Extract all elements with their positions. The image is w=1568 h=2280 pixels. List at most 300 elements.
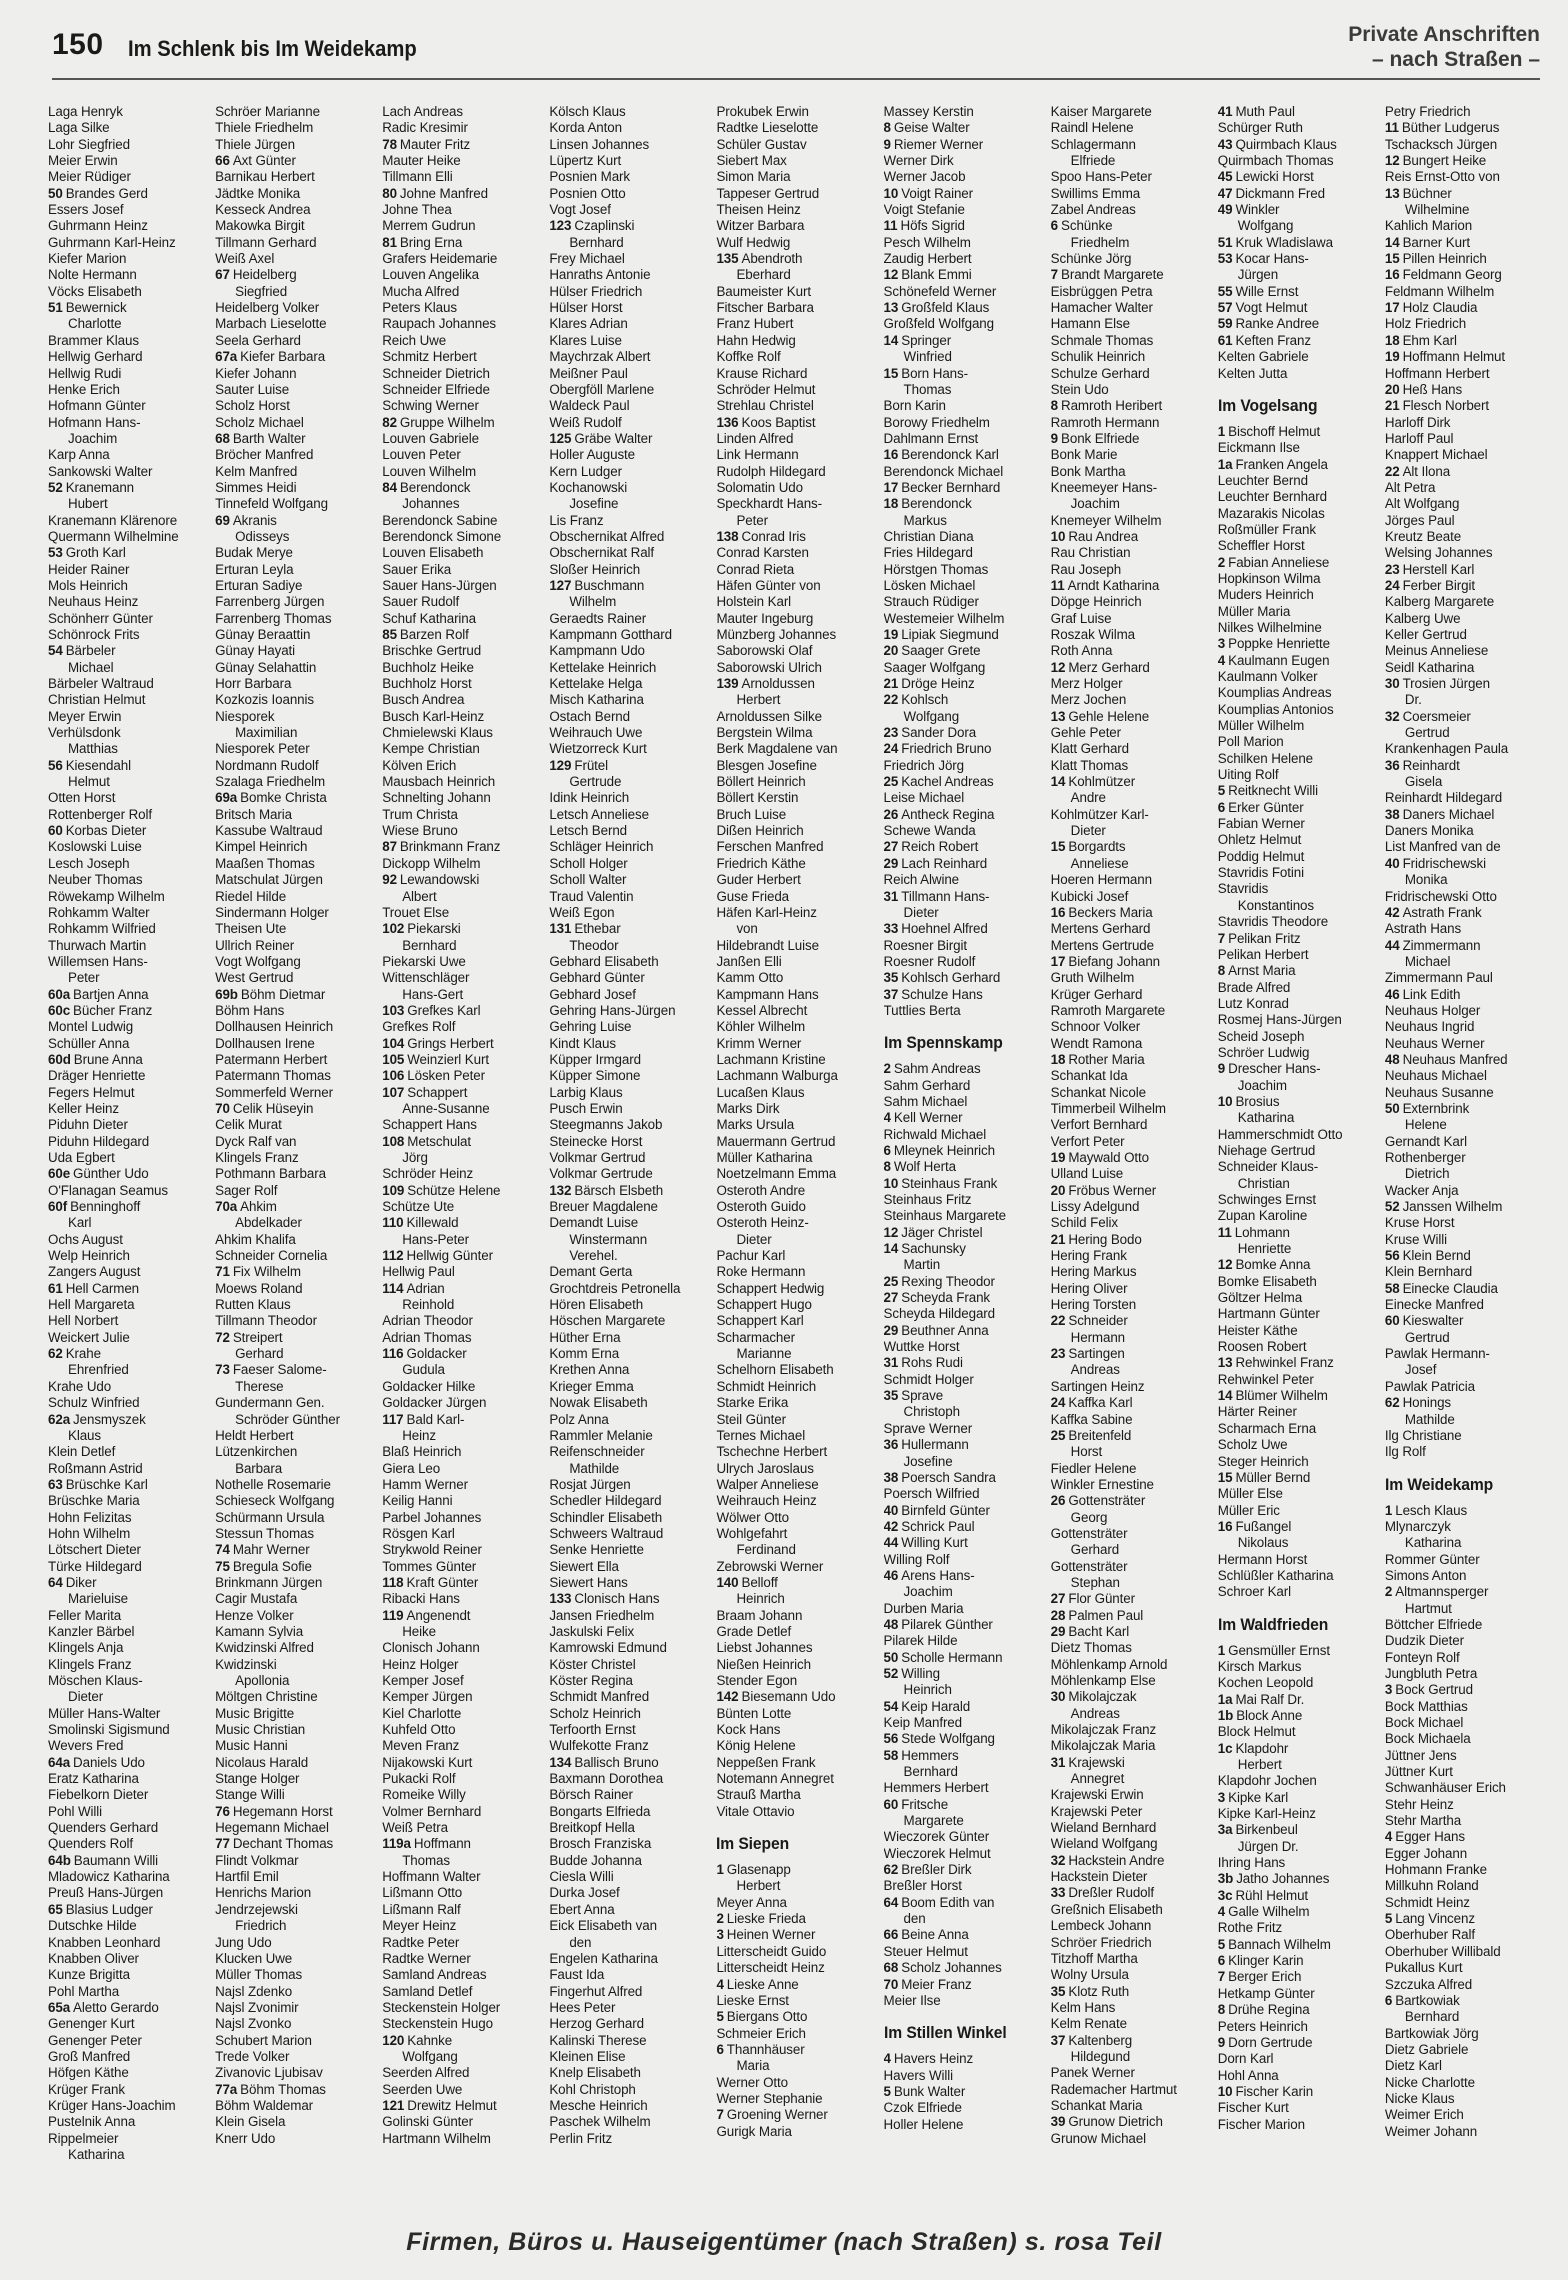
entry-continuation	[1051, 235, 1210, 251]
resident-entry	[215, 1444, 374, 1460]
resident-name: Louven Angelika	[382, 267, 479, 283]
resident-name: Joachim	[1070, 496, 1120, 512]
resident-name: Piduhn Dieter	[48, 1117, 128, 1133]
resident-name: Kipke Karl	[1228, 1789, 1289, 1805]
resident-name: Fröbus Werner	[1068, 1182, 1157, 1198]
resident-name: Bonk Elfriede	[1061, 430, 1140, 446]
resident-entry	[884, 611, 1043, 627]
resident-name: Klapdohr Jochen	[1217, 1773, 1317, 1789]
resident-entry	[549, 1428, 708, 1444]
resident-name: Kalberg Margarete	[1384, 594, 1495, 610]
resident-entry	[716, 2009, 875, 2025]
house-number: 6	[1217, 1953, 1226, 1969]
resident-name: Markus	[903, 512, 947, 528]
resident-name: Horr Barbara	[215, 676, 292, 692]
resident-name: Schubert Marion	[215, 2032, 312, 2048]
resident-entry	[48, 725, 207, 741]
resident-entry	[382, 1935, 541, 1951]
resident-entry	[382, 1722, 541, 1738]
resident-entry	[382, 1248, 541, 1264]
resident-name: Gottensträter	[1050, 1525, 1128, 1541]
resident-name: Lüpertz Kurt	[549, 153, 622, 169]
resident-name: Becker Bernhard	[901, 479, 1001, 495]
house-number: 27	[883, 1290, 899, 1306]
entry-continuation	[1385, 725, 1544, 741]
house-number: 14	[1384, 234, 1400, 250]
resident-name: Hoffmann Helmut	[1402, 349, 1506, 365]
resident-name: Parbel Johannes	[382, 1509, 482, 1525]
entry-continuation	[48, 1215, 207, 1231]
resident-name: Ebert Anna	[549, 1901, 615, 1917]
resident-name: Zaudig Herbert	[883, 251, 972, 267]
resident-entry	[549, 513, 708, 529]
resident-name: Rohs Rudi	[901, 1355, 963, 1371]
resident-entry	[716, 1608, 875, 1624]
resident-entry	[1218, 1552, 1377, 1568]
resident-name: Kiel Charlotte	[382, 1705, 462, 1721]
resident-name: Ilg Rolf	[1384, 1444, 1426, 1460]
resident-name: Kaffka Sabine	[1050, 1411, 1133, 1427]
resident-name: Zebrowski Werner	[716, 1558, 824, 1574]
resident-entry	[1051, 1787, 1210, 1803]
resident-entry	[716, 186, 875, 202]
resident-entry	[48, 839, 207, 855]
resident-entry	[1051, 447, 1210, 463]
resident-name: Stephan	[1070, 1574, 1120, 1590]
resident-name: Schmeier Erich	[716, 2025, 806, 2041]
resident-name: Lieske Frieda	[726, 1911, 806, 1927]
house-number: 40	[1384, 855, 1400, 871]
resident-name: Hans-Gert	[402, 986, 464, 1002]
resident-name: Jäger Christel	[901, 1224, 983, 1240]
resident-name: Bärbeler	[65, 643, 116, 659]
resident-name: Rexing Theodor	[901, 1273, 995, 1289]
resident-name: Samland Andreas	[382, 1967, 487, 1983]
resident-name: Hell Margareta	[48, 1297, 135, 1313]
resident-name: Weiß Egon	[549, 904, 615, 920]
resident-name: Samland Detlef	[382, 1983, 473, 1999]
resident-entry	[1385, 562, 1544, 578]
resident-name: Gruppe Wilhelm	[399, 414, 495, 430]
house-number: 55	[1217, 283, 1233, 299]
house-number: 60	[883, 1796, 899, 1812]
resident-name: Schulz Winfried	[48, 1395, 140, 1411]
resident-name: Knelp Elisabeth	[549, 2065, 641, 2081]
house-number: 19	[883, 627, 899, 642]
directory-column	[884, 104, 1043, 2204]
resident-entry	[382, 807, 541, 823]
resident-name: Sartingen Heinz	[1050, 1378, 1145, 1394]
resident-name: Music Brigitte	[215, 1705, 295, 1721]
resident-entry	[215, 2000, 374, 2016]
resident-name: Engelen Katharina	[549, 1950, 658, 1966]
resident-entry	[1051, 1117, 1210, 1133]
resident-name: Sachunsky	[901, 1241, 966, 1257]
resident-entry	[1218, 2068, 1377, 2084]
resident-entry	[716, 464, 875, 480]
resident-entry	[1385, 1101, 1544, 1117]
resident-entry	[1218, 1143, 1377, 1159]
resident-entry	[1385, 2124, 1544, 2140]
resident-entry	[716, 545, 875, 561]
house-number: 49	[1217, 202, 1233, 218]
resident-entry	[215, 790, 374, 806]
resident-entry	[1051, 709, 1210, 725]
resident-name: Gruth Wilhelm	[1050, 970, 1135, 986]
resident-name: Axt Günter	[232, 153, 296, 169]
entry-continuation	[549, 1935, 708, 1951]
resident-name: Stede Wolfgang	[901, 1731, 995, 1747]
resident-entry	[48, 1836, 207, 1852]
resident-name: Neuhaus Manfred	[1402, 1051, 1508, 1067]
resident-name: Drewitz Helmut	[407, 2097, 497, 2113]
resident-entry	[1051, 333, 1210, 349]
resident-entry	[1385, 235, 1544, 251]
resident-entry	[215, 954, 374, 970]
resident-entry	[1385, 741, 1544, 757]
resident-entry	[382, 741, 541, 757]
resident-name: Christoph	[903, 1404, 960, 1420]
resident-entry	[382, 1738, 541, 1754]
resident-name: Kalinski Therese	[549, 2032, 647, 2048]
house-number: 119a	[382, 1836, 411, 1852]
resident-entry	[884, 1225, 1043, 1241]
resident-name: Zabel Andreas	[1050, 202, 1136, 218]
resident-name: Wulf Hedwig	[716, 234, 791, 250]
entry-continuation	[382, 1297, 541, 1313]
resident-name: Schröder Heinz	[382, 1166, 474, 1182]
house-number: 66	[215, 153, 230, 169]
resident-entry	[1385, 300, 1544, 316]
resident-name: Stehr Martha	[1384, 1813, 1462, 1829]
resident-entry	[716, 1150, 875, 1166]
resident-entry	[382, 1689, 541, 1705]
house-number: 60e	[48, 1166, 71, 1182]
resident-name: Kamm Otto	[716, 970, 784, 986]
resident-name: Müller Katharina	[716, 1150, 813, 1165]
resident-name: Neuhaus Michael	[1384, 1068, 1487, 1084]
resident-name: Johannes	[402, 496, 460, 512]
house-number: 22	[1384, 463, 1400, 479]
resident-name: Klein Bernd	[1402, 1248, 1471, 1264]
resident-entry	[716, 938, 875, 954]
resident-name: Blasius Ludger	[65, 1901, 153, 1917]
resident-entry	[1385, 1878, 1544, 1894]
resident-name: Coersmeier	[1402, 708, 1471, 724]
resident-name: Mauter Heike	[382, 153, 461, 169]
house-number: 27	[1050, 1591, 1066, 1607]
resident-entry	[1051, 1068, 1210, 1084]
resident-entry	[1218, 1323, 1377, 1339]
house-number: 118	[382, 1574, 404, 1590]
resident-name: Dickmann Fred	[1235, 185, 1325, 201]
resident-name: Saborowski Ulrich	[716, 659, 822, 675]
resident-name: Wille Ernst	[1235, 283, 1299, 299]
resident-name: Gehle Helene	[1068, 708, 1150, 724]
resident-entry	[1385, 137, 1544, 153]
resident-name: Böhm Dietmar	[240, 986, 326, 1002]
resident-entry	[48, 153, 207, 169]
resident-entry	[382, 790, 541, 806]
resident-entry	[716, 709, 875, 725]
resident-entry	[549, 1787, 708, 1803]
resident-name: Voigt Rainer	[901, 185, 973, 201]
resident-name: Franken Angela	[1235, 456, 1328, 472]
resident-entry	[1051, 382, 1210, 398]
resident-name: Hoffmann	[413, 1836, 471, 1852]
resident-name: Bomke Christa	[240, 790, 327, 806]
resident-name: Lewandowski	[399, 872, 480, 888]
resident-name: Kirsch Markus	[1217, 1658, 1302, 1674]
resident-entry	[1218, 333, 1377, 349]
house-number: 48	[1384, 1051, 1400, 1067]
resident-name: Feller Marita	[48, 1607, 122, 1623]
resident-name: West Gertrud	[215, 970, 294, 986]
resident-entry	[1051, 970, 1210, 986]
house-number: 81	[382, 234, 397, 250]
resident-name: Barzen Rolf	[399, 627, 469, 642]
resident-name: Welp Heinrich	[48, 1248, 130, 1264]
house-number: 77	[215, 1836, 230, 1852]
resident-entry	[549, 1575, 708, 1591]
resident-name: Patermann Herbert	[215, 1051, 328, 1067]
resident-name: Bergstein Wilma	[716, 725, 813, 741]
house-number: 56	[883, 1731, 899, 1747]
entry-continuation	[1051, 1444, 1210, 1460]
resident-entry	[1385, 1052, 1544, 1068]
resident-entry	[48, 1052, 207, 1068]
house-number: 29	[1050, 1623, 1066, 1639]
resident-name: Demant Gerta	[549, 1264, 633, 1280]
resident-name: Meinus Anneliese	[1384, 643, 1489, 659]
resident-entry	[382, 1542, 541, 1558]
directory-columns	[48, 104, 1544, 2204]
resident-entry	[48, 2000, 207, 2016]
resident-entry	[1218, 1339, 1377, 1355]
resident-entry	[716, 823, 875, 839]
entry-continuation	[382, 2049, 541, 2065]
resident-entry	[549, 725, 708, 741]
resident-name: Dieter	[1070, 823, 1106, 839]
resident-name: Kozkozis Ioannis	[215, 692, 314, 708]
resident-name: Krause Richard	[716, 365, 808, 381]
resident-entry	[884, 1748, 1043, 1764]
resident-name: Werner Stephanie	[716, 2090, 823, 2106]
resident-entry	[1218, 963, 1377, 979]
resident-name: Maximilian	[235, 725, 298, 741]
resident-entry	[1385, 398, 1544, 414]
house-number: 11	[883, 218, 898, 234]
resident-name: Bring Erna	[399, 234, 463, 250]
resident-name: Schröer Friedrich	[1050, 1934, 1152, 1950]
resident-name: Britsch Maria	[215, 806, 292, 822]
entry-continuation	[1218, 898, 1377, 914]
resident-name: Odisseys	[235, 528, 290, 544]
resident-entry	[549, 1657, 708, 1673]
resident-name: Guhrmann Karl-Heinz	[48, 234, 176, 250]
resident-name: Ethebar	[574, 921, 621, 937]
resident-entry	[1051, 889, 1210, 905]
resident-name: Hartfil Emil	[215, 1869, 279, 1885]
resident-entry	[215, 398, 374, 414]
house-number: 21	[1050, 1231, 1066, 1247]
resident-entry	[382, 905, 541, 921]
resident-entry	[884, 1437, 1043, 1453]
resident-name: Zangers August	[48, 1264, 141, 1280]
resident-name: Roßmüller Frank	[1217, 521, 1316, 537]
entry-continuation	[48, 1428, 207, 1444]
resident-name: Nowak Elisabeth	[549, 1395, 648, 1411]
resident-entry	[215, 169, 374, 185]
resident-entry	[716, 1281, 875, 1297]
resident-entry	[884, 2117, 1043, 2133]
resident-name: Guhrmann Heinz	[48, 218, 148, 234]
resident-entry	[549, 1722, 708, 1738]
house-number: 16	[1217, 1518, 1233, 1534]
resident-entry	[1051, 1264, 1210, 1280]
house-number: 18	[883, 496, 899, 512]
resident-name: Poll Marion	[1217, 734, 1284, 750]
resident-name: Galle Wilhelm	[1228, 1904, 1310, 1920]
resident-entry	[716, 1085, 875, 1101]
resident-entry	[1385, 1395, 1544, 1411]
house-number: 114	[382, 1280, 404, 1296]
resident-name: Herzog Gerhard	[549, 2016, 644, 2032]
resident-entry	[382, 137, 541, 153]
resident-name: Najsl Zvonko	[215, 2016, 292, 2032]
resident-name: Glasenapp	[726, 1862, 791, 1878]
resident-entry	[1051, 1820, 1210, 1836]
resident-name: Schmidt Manfred	[549, 1689, 650, 1705]
resident-entry	[48, 1085, 207, 1101]
resident-name: Friedhelm	[1070, 234, 1130, 250]
resident-entry	[1051, 1804, 1210, 1820]
resident-name: Sander Dora	[901, 725, 977, 741]
resident-name: Höfs Sigrid	[900, 218, 965, 234]
resident-entry	[1218, 718, 1377, 734]
resident-entry	[1385, 1134, 1544, 1150]
resident-name: Lohr Siegfried	[48, 136, 130, 152]
resident-name: Lißmann Ralf	[382, 1901, 461, 1917]
resident-name: Trosien Jürgen	[1402, 676, 1490, 692]
entry-continuation	[215, 284, 374, 300]
resident-name: Ullrich Reiner	[215, 937, 295, 953]
resident-entry	[382, 970, 541, 986]
resident-name: Obschernikat Alfred	[549, 528, 665, 544]
resident-entry	[215, 137, 374, 153]
resident-entry	[215, 692, 374, 708]
resident-name: Sommerfeld Werner	[215, 1084, 333, 1100]
resident-name: Schröder Helmut	[716, 381, 816, 397]
resident-name: Volkmar Gertrude	[549, 1166, 653, 1182]
resident-name: Hetkamp Günter	[1217, 1985, 1315, 2001]
resident-name: Annegret	[1070, 1771, 1125, 1787]
resident-entry	[549, 366, 708, 382]
resident-name: Ulland Luise	[1050, 1166, 1124, 1182]
resident-name: Hellwig Gerhard	[48, 349, 143, 365]
resident-entry	[549, 1036, 708, 1052]
resident-entry	[1051, 660, 1210, 676]
resident-name: Heike	[402, 1623, 436, 1639]
resident-name: Dollhausen Irene	[215, 1035, 315, 1051]
resident-name: Dieter	[68, 1689, 104, 1705]
resident-entry	[382, 1608, 541, 1624]
resident-entry	[716, 987, 875, 1003]
resident-entry	[884, 447, 1043, 463]
resident-name: Böhm Waldemar	[215, 2097, 314, 2113]
resident-name: Hörstgen Thomas	[883, 561, 989, 577]
resident-entry	[1051, 1591, 1210, 1607]
resident-name: Brade Alfred	[1217, 979, 1291, 995]
house-number: 142	[716, 1689, 739, 1705]
resident-name: Lachmann Kristine	[716, 1051, 826, 1067]
resident-name: Rutten Klaus	[215, 1297, 291, 1313]
resident-name: Abdelkader	[235, 1215, 302, 1231]
resident-entry	[1218, 1290, 1377, 1306]
resident-name: Paschek Wilhelm	[549, 2114, 651, 2130]
resident-entry	[1218, 767, 1377, 783]
resident-entry	[382, 627, 541, 643]
resident-name: Maria	[736, 2058, 770, 2074]
resident-entry	[1385, 333, 1544, 349]
resident-entry	[382, 1003, 541, 1019]
resident-entry	[382, 1706, 541, 1722]
resident-name: Swillims Emma	[1050, 185, 1141, 201]
resident-name: Obschernikat Ralf	[549, 545, 655, 561]
resident-name: Mladowicz Katharina	[48, 1869, 170, 1885]
resident-name: Gensmüller Ernst	[1228, 1642, 1330, 1658]
resident-entry	[1385, 415, 1544, 431]
resident-name: Wilhelmine	[1404, 202, 1470, 218]
resident-name: Kiesendahl	[65, 757, 131, 773]
resident-entry	[1051, 169, 1210, 185]
resident-entry	[716, 1738, 875, 1754]
resident-name: Hell Norbert	[48, 1313, 119, 1329]
resident-entry	[1051, 1869, 1210, 1885]
entry-continuation	[884, 382, 1043, 398]
house-number: 4	[1217, 652, 1226, 668]
house-number: 87	[382, 839, 397, 855]
resident-name: Havers Willi	[883, 2067, 954, 2083]
resident-entry	[48, 1477, 207, 1493]
resident-name: Kölven Erich	[382, 757, 457, 773]
resident-name: Rademacher Hartmut	[1050, 2081, 1177, 2097]
resident-entry	[215, 464, 374, 480]
directory-column	[549, 104, 708, 2204]
resident-entry	[382, 1215, 541, 1231]
house-number: 29	[883, 855, 899, 871]
resident-name: Genenger Peter	[48, 2032, 142, 2048]
resident-entry	[1218, 1643, 1377, 1659]
resident-entry	[884, 1503, 1043, 1519]
resident-entry	[1218, 1355, 1377, 1371]
resident-name: Breitkopf Hella	[549, 1820, 635, 1836]
resident-entry	[1051, 562, 1210, 578]
resident-name: Nijakowski Kurt	[382, 1754, 473, 1770]
resident-name: Ribacki Hans	[382, 1591, 460, 1607]
resident-name: Stange Willi	[215, 1787, 285, 1803]
resident-name: Schläger Heinrich	[549, 839, 654, 855]
resident-name: Kamrowski Edmund	[549, 1640, 667, 1656]
resident-entry	[549, 480, 708, 496]
house-number: 2	[883, 1061, 891, 1077]
resident-entry	[1218, 1806, 1377, 1822]
entry-continuation	[382, 1150, 541, 1166]
resident-name: Fridrischewski Otto	[1384, 888, 1497, 904]
resident-name: Schrick Paul	[901, 1518, 975, 1534]
resident-name: Krethen Anna	[549, 1362, 630, 1378]
resident-entry	[1218, 2019, 1377, 2035]
